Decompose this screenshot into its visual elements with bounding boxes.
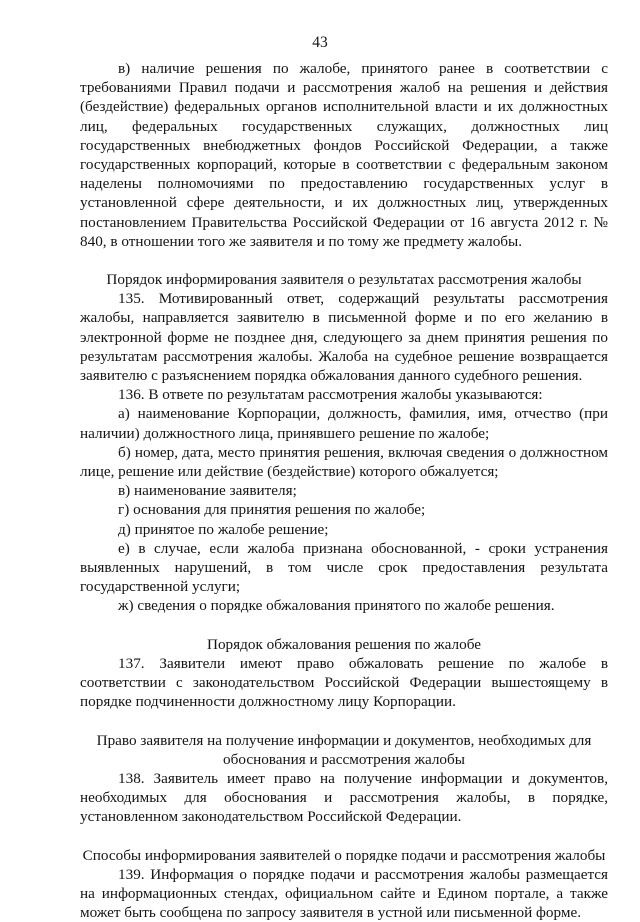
document-body	[80, 59, 608, 922]
paragraph: 136. В ответе по результатам рассмотрения жалобы указываются:	[118, 386, 543, 404]
paragraph: 139. Информация о порядке подачи и рассмотрения жалобы размещается на информационных стендах, официальном сайте и Едином портале, а также может быть сообщена по запросу заявителя в устной или письменной форме.	[80, 865, 608, 922]
section-gap	[80, 251, 608, 270]
paragraph: д) принятое по жалобе решение;	[118, 520, 329, 538]
section-heading: Порядок обжалования решения по жалобе	[206, 635, 481, 653]
paragraph: в) наличие решения по жалобе, принятого ранее в соответствии с требованиями Правил подачи и рассмотрения жалоб на решения и действия (бездействие) федеральных органов исполнительной власти и их должностных лиц, федеральных государственных служащих, должностных лиц государственных внебюджетных фондов Российской Федерации, а также государственных корпораций, которые в соответствии с федеральным законом наделены полномочиями по предоставлению государственных услуг в установленной сфере деятельности, и их должностных лиц, утвержденных постановлением Правительства Российской Федерации от 16 августа 2012 г. № 840, в отношении того же заявителя и по тому же предмету жалобы.	[80, 60, 608, 250]
section-gap	[80, 616, 608, 635]
paragraph: 137. Заявители имеют право обжаловать решение по жалобе в соответствии с законодательством Российской Федерации вышестоящему в порядке подчиненности должностному лицу Корпорации.	[80, 654, 608, 711]
section-gap	[80, 827, 608, 846]
page-number: 43	[312, 34, 328, 51]
paragraph: 135. Мотивированный ответ, содержащий результаты рассмотрения жалобы, направляется заявителю в письменной форме и по его желанию в электронной форме не позднее дня, следующего за днем принятия решения по результатам рассмотрения жалобы. Жалоба на судебное решение возвращается заявителю с разъяснением порядка обжалования данного судебного решения.	[80, 290, 608, 385]
paragraph: а) наименование Корпорации, должность, фамилия, имя, отчество (при наличии) должностного лица, принявшего решение по жалобе;	[80, 405, 608, 442]
paragraph: ж) сведения о порядке обжалования принятого по жалобе решения.	[118, 597, 555, 615]
section-gap	[80, 712, 608, 731]
section-heading: Право заявителя на получение информации и документов, необходимых для обоснования и рассмотрения жалобы	[96, 731, 592, 768]
section-heading: Порядок информирования заявителя о результатах рассмотрения жалобы	[106, 271, 582, 289]
paragraph: е) в случае, если жалоба признана обоснованной, - сроки устранения выявленных нарушений, в том числе срок предоставления результата государственной услуги;	[80, 539, 608, 596]
paragraph: б) номер, дата, место принятия решения, включая сведения о должностном лице, решение или действие (бездействие) которого обжалуется;	[80, 443, 608, 481]
paragraph: г) основания для принятия решения по жалобе;	[118, 501, 426, 519]
paragraph: в) наименование заявителя;	[118, 482, 297, 500]
section-heading: Способы информирования заявителей о порядке подачи и рассмотрения жалобы	[82, 846, 606, 864]
paragraph: 138. Заявитель имеет право на получение информации и документов, необходимых для обоснования и рассмотрения жалобы, в порядке, установленном законодательством Российской Федерации.	[80, 769, 608, 826]
